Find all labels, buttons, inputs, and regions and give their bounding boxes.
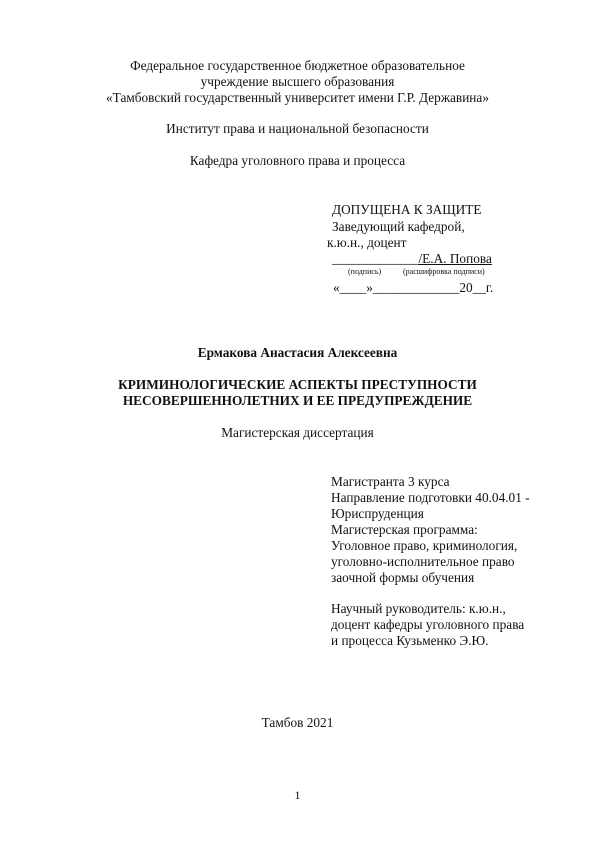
thesis-title-line-2: НЕСОВЕРШЕННОЛЕТНИХ И ЕЕ ПРЕДУПРЕЖДЕНИЕ [122,393,473,408]
caption-name: (расшифровка подписи) [403,267,485,276]
approval-degree: к.ю.н., доцент [327,235,407,250]
caption-signature: (подпись) [348,267,382,276]
student-line: Магистранта 3 курса [331,474,450,489]
city-year: Тамбов 2021 [261,715,334,730]
supervisor-line: и процесса Кузьменко Э.Ю. [331,633,489,648]
org-line-2: учреждение высшего образования [200,74,395,89]
student-line: Магистерская программа: [331,522,478,537]
page-number: 1 [294,788,301,802]
signature-line [332,251,492,267]
org-line-1: Федеральное государственное бюджетное образовательное [130,58,465,73]
student-line: заочной формы обучения [331,570,475,585]
supervisor-line: доцент кафедры уголовного права [331,617,525,632]
department-name: Кафедра уголовного права и процесса [189,153,406,168]
org-line-3: «Тамбовский государственный университет имени Г.Р. Державина» [106,90,489,105]
approval-role: Заведующий кафедрой, [332,219,465,234]
student-line: уголовно-исполнительное право [331,554,515,569]
student-line: Направление подготовки 40.04.01 - [331,490,530,505]
student-line: Уголовное право, криминология, [331,538,518,553]
thesis-title-line-1: КРИМИНОЛОГИЧЕСКИЕ АСПЕКТЫ ПРЕСТУПНОСТИ [118,377,477,392]
institute-name: Институт права и национальной безопасности [166,121,429,136]
supervisor-line: Научный руководитель: к.ю.н., [331,601,506,616]
signature-name: /Е.А. Попова [418,251,492,266]
signature-blank: _____________ [332,251,419,266]
approval-date-line: «____»_____________20__г. [333,280,494,295]
author-name: Ермакова Анастасия Алексеевна [197,345,398,360]
thesis-type: Магистерская диссертация [221,425,374,440]
student-line: Юриспруденция [331,506,424,521]
approval-title: ДОПУЩЕНА К ЗАЩИТЕ [332,202,482,217]
